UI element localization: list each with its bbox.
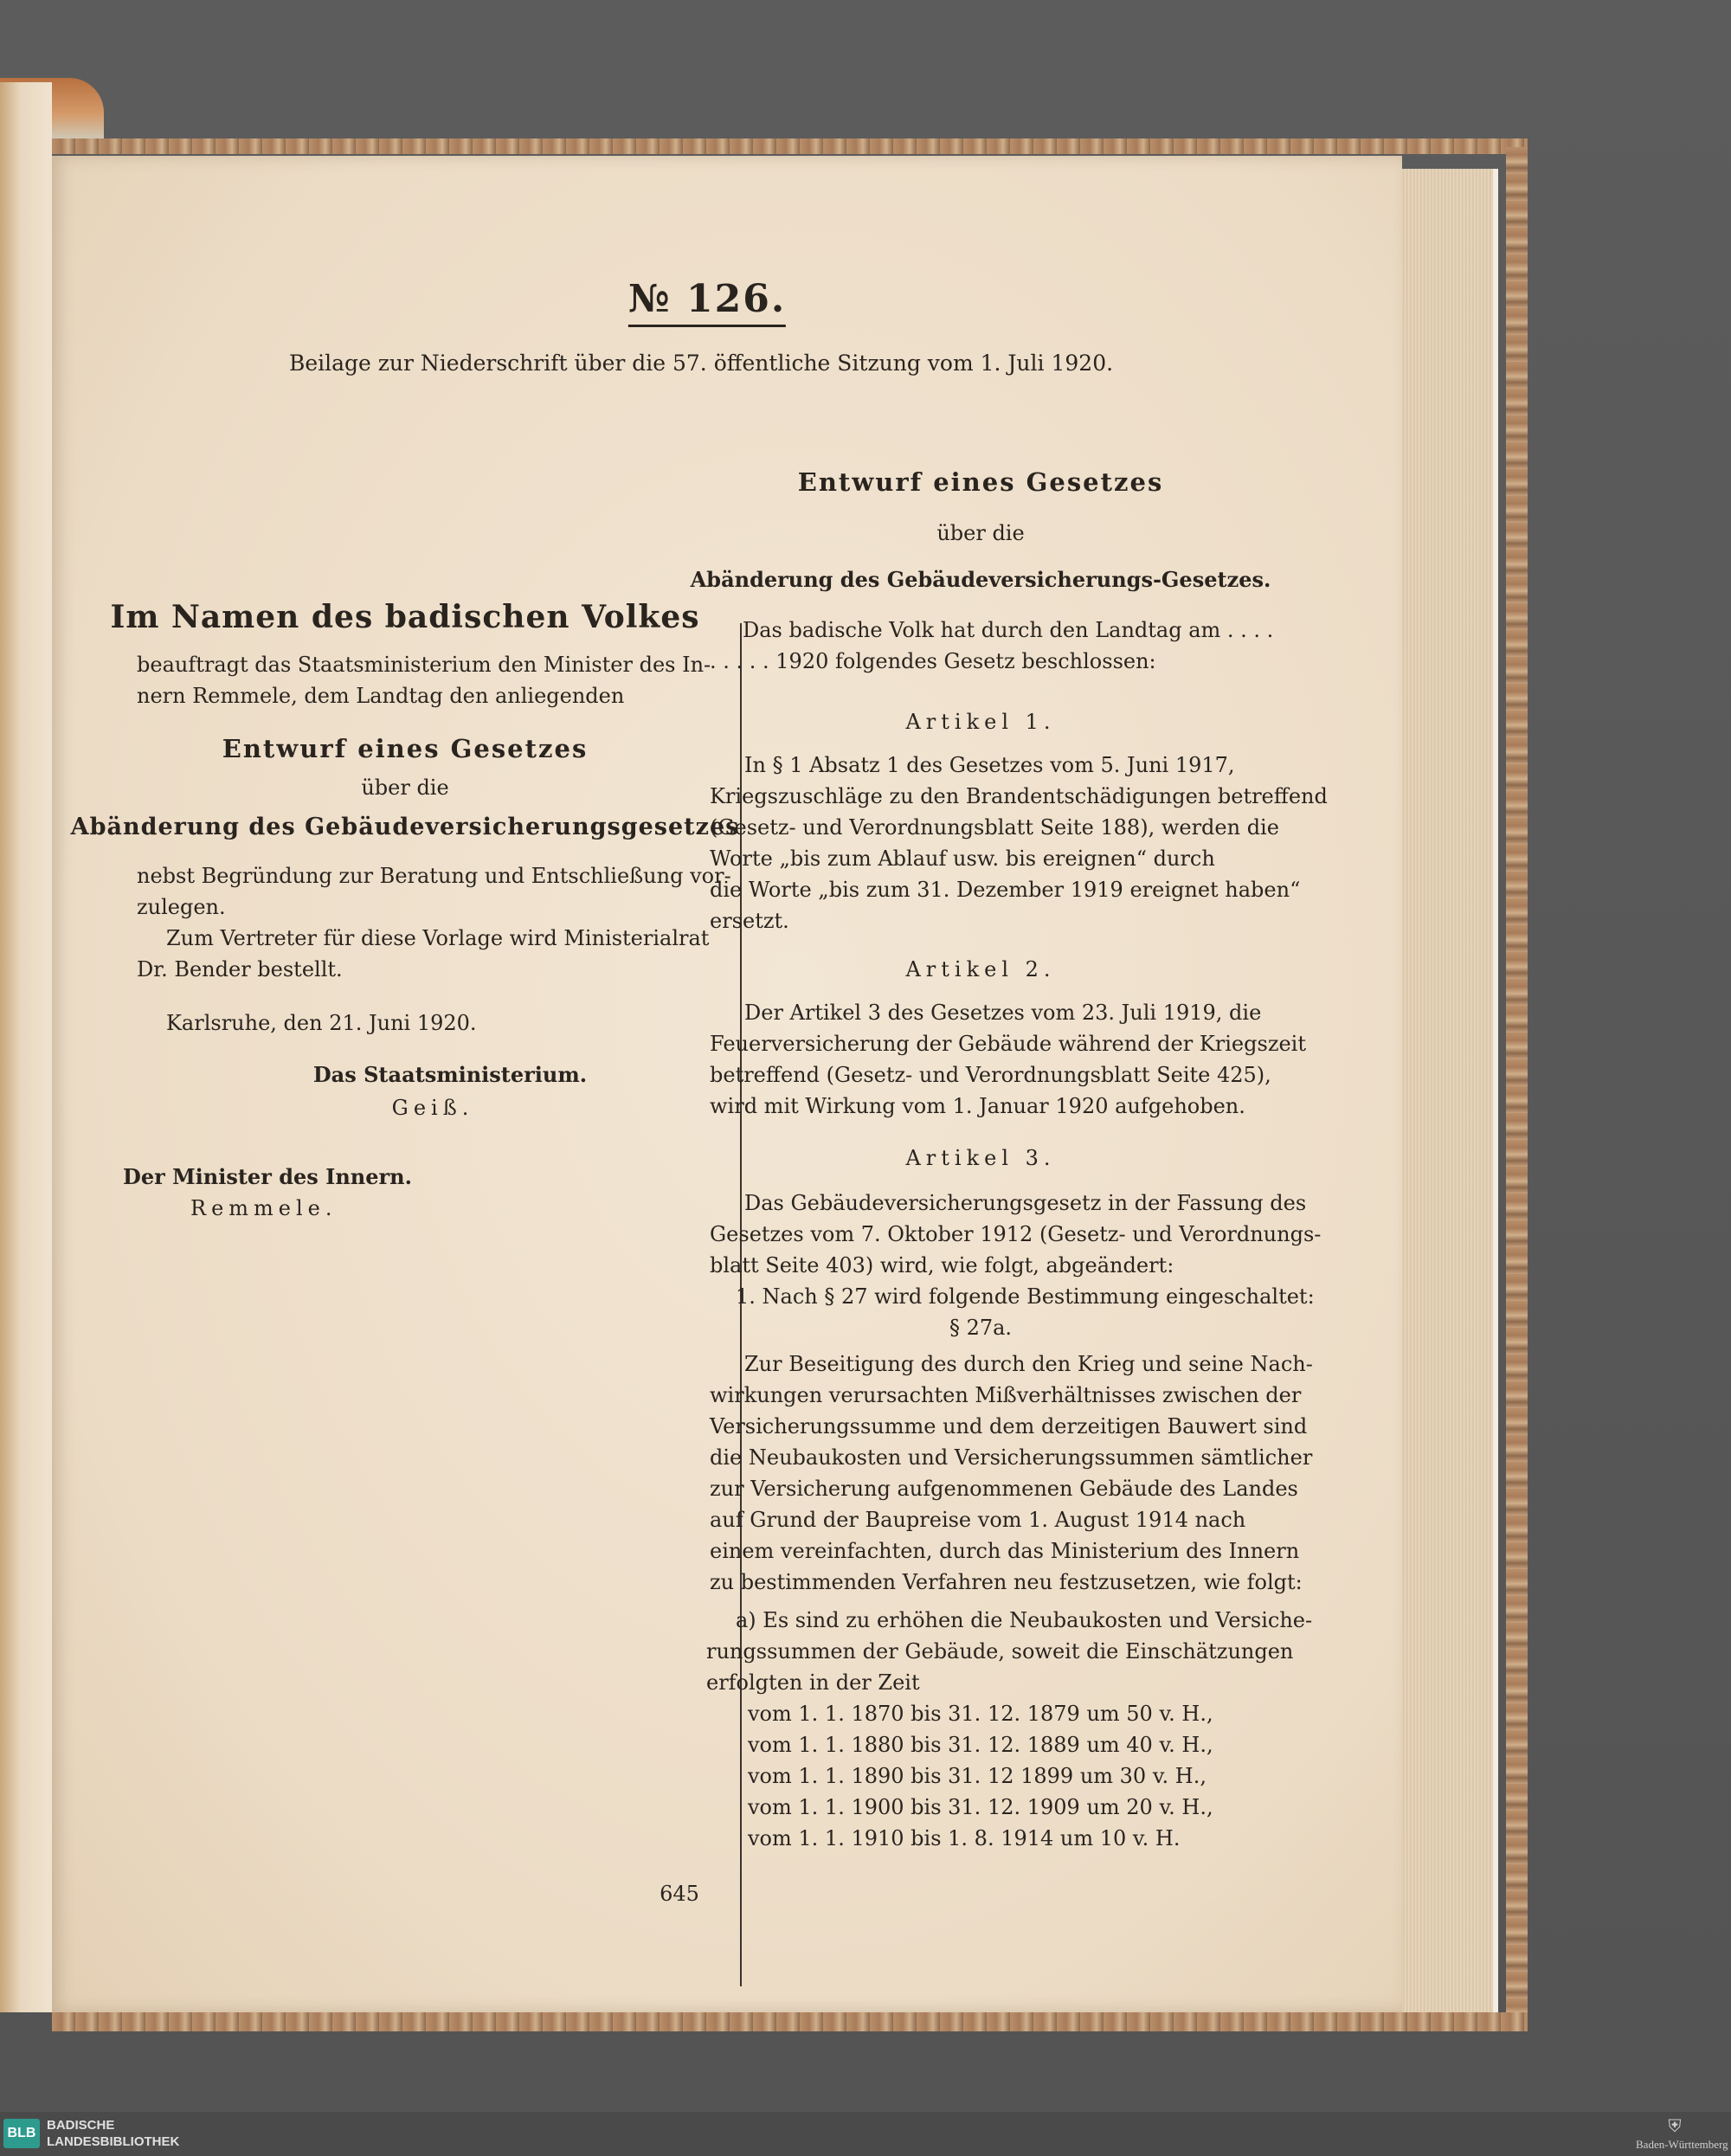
sub-a-line: rungssummen der Gebäude, soweit die Einschätzungen — [706, 1639, 1294, 1664]
page-number: 645 — [660, 1882, 699, 1906]
marbled-board-top — [52, 138, 1528, 154]
region-name: Baden-Württemberg — [1636, 2138, 1728, 2151]
left-minister-signature: Remmele. — [190, 1196, 338, 1220]
left-ministry-signature: Geiß. — [391, 1096, 474, 1120]
left-intro-line: beauftragt das Staatsministerium den Minister des In- — [137, 653, 711, 677]
left-draft-subject: Abänderung des Gebäudeversicherungsgesetzes — [70, 814, 740, 840]
left-minister-title: Der Minister des Innern. — [123, 1164, 412, 1189]
article-1-line: Kriegszuschläge zu den Brandentschädigungen betreffend — [710, 784, 1328, 808]
coat-of-arms-icon: ⛨ — [1668, 2115, 1682, 2136]
library-name-line: LANDESBIBLIOTHEK — [47, 2134, 180, 2149]
left-intro-line: nern Remmele, dem Landtag den anliegenden — [137, 684, 625, 708]
right-subject: Abänderung des Gebäudeversicherungs-Gesetzes. — [690, 567, 1271, 592]
viewer-footer — [0, 2112, 1731, 2156]
right-preamble-line: . . . . . 1920 folgendes Gesetz beschlossen: — [710, 649, 1156, 673]
article-1-line: Worte „bis zum Ablauf usw. bis ereignen“ durch — [710, 846, 1215, 871]
left-draft-title: Entwurf eines Gesetzes — [222, 734, 589, 763]
left-draft-about: über die — [361, 776, 449, 800]
section-line: auf Grund der Baupreise vom 1. August 1914 nach — [710, 1508, 1246, 1532]
right-preamble-line: Das badische Volk hat durch den Landtag am . . . . — [743, 618, 1274, 642]
article-2-line: betreffend (Gesetz- und Verordnungsblatt Seite 425), — [710, 1063, 1271, 1087]
left-heading: Im Namen des badischen Volkes — [110, 599, 700, 635]
period-row: vom 1. 1. 1880 bis 31. 12. 1889 um 40 v. H., — [748, 1733, 1213, 1757]
article-2-line: Feuerversicherung der Gebäude während der Kriegszeit — [710, 1032, 1306, 1056]
article-1-line: In § 1 Absatz 1 des Gesetzes vom 5. Juni 1917, — [744, 753, 1235, 777]
article-2-line: Der Artikel 3 des Gesetzes vom 23. Juli 1919, die — [744, 1001, 1262, 1025]
article-1-heading: Artikel 1. — [905, 710, 1056, 734]
left-representative-line: Dr. Bender bestellt. — [137, 957, 343, 981]
document-number: № 126. — [628, 277, 786, 327]
section-27a-heading: § 27a. — [949, 1316, 1013, 1340]
marbled-board-right — [1506, 147, 1528, 2030]
article-3-line: Gesetzes vom 7. Oktober 1912 (Gesetz- und Verordnungs- — [710, 1222, 1322, 1246]
section-line: wirkungen verursachten Mißverhältnisses zwischen der — [710, 1383, 1302, 1407]
left-body-line: zulegen. — [137, 895, 226, 919]
left-ministry: Das Staatsministerium. — [312, 1062, 588, 1087]
article-1-line: die Worte „bis zum 31. Dezember 1919 ereignet haben“ — [710, 878, 1301, 902]
left-place-date: Karlsruhe, den 21. Juni 1920. — [166, 1011, 477, 1035]
marbled-board-bottom — [52, 2012, 1528, 2031]
article-2-line: wird mit Wirkung vom 1. Januar 1920 aufgehoben. — [710, 1094, 1245, 1118]
left-body-line: nebst Begründung zur Beratung und Entschließung vor- — [137, 864, 731, 888]
left-representative-line: Zum Vertreter für diese Vorlage wird Ministerialrat — [166, 926, 710, 950]
article-3-item-1: 1. Nach § 27 wird folgende Bestimmung eingeschaltet: — [736, 1284, 1315, 1309]
section-line: Versicherungssumme und dem derzeitigen Bauwert sind — [710, 1414, 1308, 1438]
left-page-edge — [0, 82, 52, 2012]
section-line: zur Versicherung aufgenommenen Gebäude des Landes — [710, 1477, 1298, 1501]
library-name — [47, 2117, 179, 2150]
right-about: über die — [936, 521, 1025, 545]
period-row: vom 1. 1. 1870 bis 31. 12. 1879 um 50 v. H., — [748, 1702, 1213, 1726]
article-2-heading: Artikel 2. — [905, 957, 1056, 981]
sub-a-line: a) Es sind zu erhöhen die Neubaukosten und Versiche- — [736, 1608, 1313, 1632]
section-line: Zur Beseitigung des durch den Krieg und seine Nach- — [744, 1352, 1313, 1376]
article-3-heading: Artikel 3. — [905, 1146, 1056, 1170]
period-row: vom 1. 1. 1900 bis 31. 12. 1909 um 20 v. H., — [748, 1795, 1213, 1819]
section-line: zu bestimmenden Verfahren neu festzusetzen, wie folgt: — [710, 1570, 1303, 1594]
sub-a-line: erfolgten in der Zeit — [706, 1670, 920, 1695]
article-3-line: Das Gebäudeversicherungsgesetz in der Fassung des — [744, 1191, 1307, 1215]
blb-logo[interactable]: BLB — [3, 2119, 40, 2148]
period-row: vom 1. 1. 1910 bis 1. 8. 1914 um 10 v. H. — [748, 1826, 1181, 1850]
article-3-line: blatt Seite 403) wird, wie folgt, abgeändert: — [710, 1253, 1174, 1278]
right-title: Entwurf eines Gesetzes — [797, 467, 1164, 497]
article-1-line: ersetzt. — [710, 909, 789, 933]
library-name-line: BADISCHE — [47, 2118, 115, 2133]
document-subtitle: Beilage zur Niederschrift über die 57. öffentliche Sitzung vom 1. Juli 1920. — [288, 351, 1114, 376]
section-line: einem vereinfachten, durch das Ministerium des Innern — [710, 1539, 1300, 1563]
document-page — [52, 156, 1402, 2012]
article-1-line: (Gesetz- und Verordnungsblatt Seite 188), werden die — [710, 815, 1279, 840]
section-line: die Neubaukosten und Versicherungssummen sämtlicher — [710, 1445, 1313, 1470]
period-row: vom 1. 1. 1890 bis 31. 12 1899 um 30 v. H., — [748, 1764, 1207, 1788]
